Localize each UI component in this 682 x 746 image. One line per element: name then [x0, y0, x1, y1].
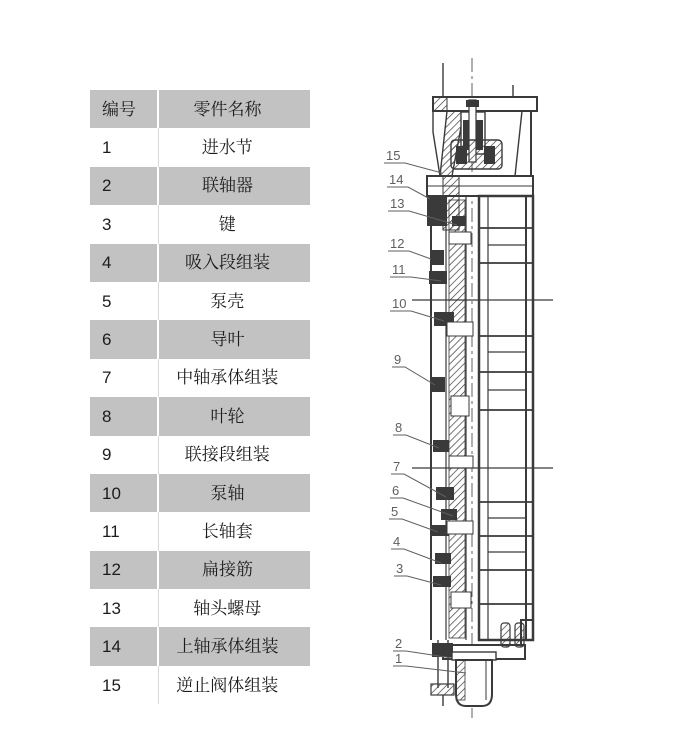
part-name-cell: 长轴套 — [158, 512, 310, 550]
part-name-cell: 导叶 — [158, 320, 310, 358]
part-number-cell: 4 — [90, 244, 158, 282]
part-number-cell: 10 — [90, 474, 158, 512]
callout-label: 10 — [392, 296, 407, 311]
callout-label: 3 — [396, 561, 404, 576]
callout-leader-line — [392, 367, 435, 385]
part-name-cell: 扁接筋 — [158, 551, 310, 589]
part-number-cell: 9 — [90, 436, 158, 474]
part-number-cell: 8 — [90, 397, 158, 435]
pump-main-body — [412, 196, 553, 640]
part-name-cell: 中轴承体组装 — [158, 359, 310, 397]
part-number-cell: 6 — [90, 320, 158, 358]
part-number-cell: 15 — [90, 666, 158, 704]
callout-label: 15 — [386, 148, 401, 163]
part-name-cell: 叶轮 — [158, 397, 310, 435]
callout-label: 7 — [393, 459, 401, 474]
part-name-cell: 上轴承体组装 — [158, 627, 310, 665]
part-name-cell: 吸入段组装 — [158, 244, 310, 282]
callout-12 — [388, 236, 431, 259]
header-part-number: 编号 — [90, 90, 158, 128]
callout-label: 13 — [390, 196, 405, 211]
part-name-cell: 泵轴 — [158, 474, 310, 512]
part-name-cell: 联接段组装 — [158, 436, 310, 474]
part-name-cell: 进水节 — [158, 128, 310, 166]
callout-leader-line — [388, 251, 431, 259]
callout-leader-line — [393, 435, 439, 448]
part-number-cell: 1 — [90, 128, 158, 166]
part-number-cell: 7 — [90, 359, 158, 397]
callout-8 — [393, 420, 439, 448]
callout-label: 2 — [395, 636, 403, 651]
callout-9 — [392, 352, 435, 385]
part-number-cell: 11 — [90, 512, 158, 550]
part-number-cell: 2 — [90, 167, 158, 205]
callout-15 — [384, 148, 442, 173]
callout-label: 14 — [389, 172, 404, 187]
part-number-cell: 13 — [90, 589, 158, 627]
header-part-name: 零件名称 — [158, 90, 310, 128]
callout-4 — [391, 534, 441, 563]
part-name-cell: 轴头螺母 — [158, 589, 310, 627]
part-name-cell: 泵壳 — [158, 282, 310, 320]
part-name-cell: 键 — [158, 205, 310, 243]
callout-label: 9 — [394, 352, 402, 367]
callout-14 — [387, 172, 430, 199]
callout-label: 8 — [395, 420, 403, 435]
part-name-cell: 逆止阀体组装 — [158, 666, 310, 704]
part-number-cell: 3 — [90, 205, 158, 243]
callout-label: 6 — [392, 483, 400, 498]
callout-label: 1 — [395, 651, 403, 666]
part-name-cell: 联轴器 — [158, 167, 310, 205]
part-number-cell: 12 — [90, 551, 158, 589]
part-number-cell: 5 — [90, 282, 158, 320]
callout-label: 12 — [390, 236, 405, 251]
callout-label: 5 — [391, 504, 399, 519]
part-number-cell: 14 — [90, 627, 158, 665]
callout-label: 4 — [393, 534, 401, 549]
callout-label: 11 — [392, 262, 406, 277]
